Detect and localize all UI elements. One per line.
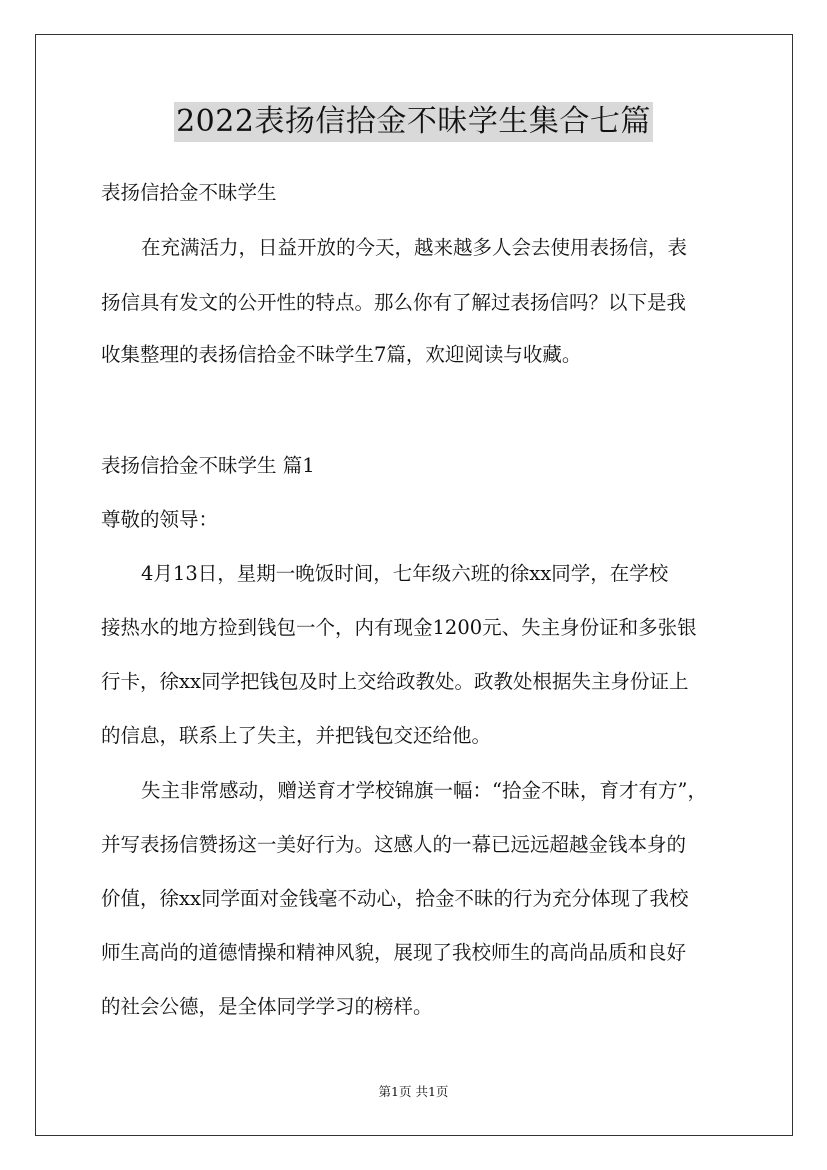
body-line: 师生高尚的道德情操和精神风貌，展现了我校师生的高尚品质和良好 <box>101 941 687 964</box>
body-line: 接热水的地方捡到钱包一个，内有现金1200元、失主身份证和多张银 <box>101 616 697 639</box>
body-line: 的社会公德，是全体同学学习的榜样。 <box>101 995 433 1018</box>
body-line: 失主非常感动，赠送育才学校锦旗一幅：“拾金不昧，育才有方”， <box>141 779 707 802</box>
body-line: 价值，徐xx同学面对金钱毫不动心，拾金不昧的行为充分体现了我校 <box>101 887 689 910</box>
article-heading: 表扬信拾金不昧学生 篇1 <box>101 454 315 477</box>
body-line: 4月13日，星期一晚饭时间，七年级六班的徐xx同学，在学校 <box>141 562 669 585</box>
intro-line: 收集整理的表扬信拾金不昧学生7篇，欢迎阅读与收藏。 <box>101 343 582 366</box>
body-line: 的信息，联系上了失主，并把钱包交还给他。 <box>101 724 492 747</box>
intro-line: 在充满活力，日益开放的今天，越来越多人会去使用表扬信，表 <box>141 236 688 259</box>
intro-line: 扬信具有发文的公开性的特点。那么你有了解过表扬信吗？以下是我 <box>101 291 687 314</box>
document-title: 2022表扬信拾金不昧学生集合七篇 <box>174 102 653 142</box>
page-number: 第1页 共1页 <box>378 1084 449 1099</box>
title-container <box>0 102 827 142</box>
salutation: 尊敬的领导： <box>101 508 219 531</box>
body-line: 行卡，徐xx同学把钱包及时上交给政教处。政教处根据失主身份证上 <box>101 670 689 693</box>
intro-heading: 表扬信拾金不昧学生 <box>101 181 277 204</box>
body-line: 并写表扬信赞扬这一美好行为。这感人的一幕已远远超越金钱本身的 <box>101 833 687 856</box>
